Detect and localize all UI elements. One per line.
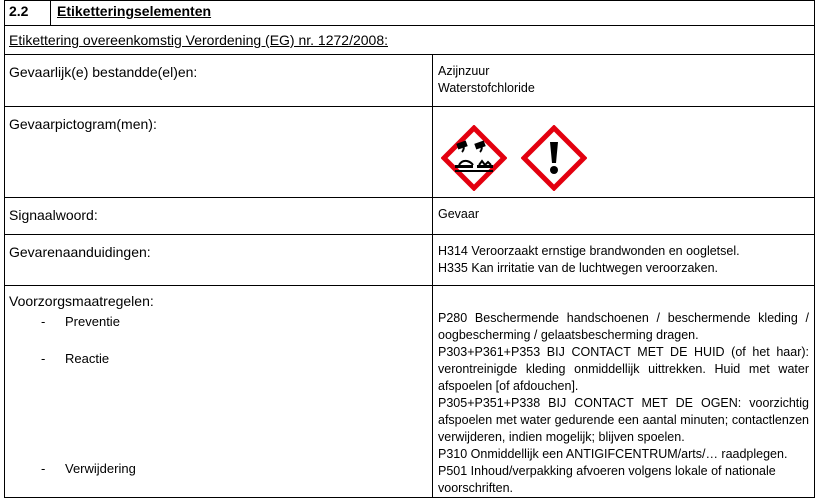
precautions-labels xyxy=(5,286,433,498)
precautions-label: Voorzorgsmaatregelen: xyxy=(9,293,154,309)
reaction-statement: P305+P351+P338 BIJ CONTACT MET DE OGEN: voorzichtig afspoelen met water gedurende een aantal minuten; contactlenzen verwijderen, indien mogelijk; blijven spoelen. xyxy=(438,396,809,444)
prevention-statement: P280 Beschermende handschoenen / beschermende kleding / oogbescherming / gelaatsbescherming dragen. xyxy=(438,311,809,342)
prevention-row xyxy=(5,313,432,330)
dash: - xyxy=(41,314,46,329)
labelling-table xyxy=(4,0,815,498)
regulation-row xyxy=(5,26,815,55)
pictograms-label: Gevaarpictogram(men): xyxy=(5,107,433,198)
hazards-label: Gevarenaanduidingen: xyxy=(5,235,433,286)
regulation-text: Etikettering overeenkomstig Verordening (EG) nr. 1272/2008: xyxy=(9,32,388,48)
reaction-label: Reactie xyxy=(65,351,110,366)
disposal-row xyxy=(5,460,432,477)
ingredients-label: Gevaarlijk(e) bestandde(el)en: xyxy=(5,55,433,107)
section-number: 2.2 xyxy=(5,1,51,26)
ingredient-item: Azijnzuur xyxy=(438,64,490,78)
ingredient-item: Waterstofchloride xyxy=(438,81,535,95)
ingredients-value xyxy=(433,55,815,107)
reaction-row xyxy=(5,350,432,367)
precautions-value xyxy=(433,286,815,498)
hazard-statement: H314 Veroorzaakt ernstige brandwonden en oogletsel. xyxy=(438,244,740,258)
exclamation-mark-pictogram-icon xyxy=(521,125,587,191)
pictograms-value xyxy=(433,107,815,198)
signal-word-label: Signaalwoord: xyxy=(5,198,433,235)
disposal-statement: P501 Inhoud/verpakking afvoeren volgens lokale of nationale voorschriften. xyxy=(438,464,776,495)
reaction-statement: P303+P361+P353 BIJ CONTACT MET DE HUID (of het haar): verontreinigde kleding onmiddellijk uittrekken. Huid met water afspoelen [of afdouchen]. xyxy=(438,345,809,393)
disposal-label: Verwijdering xyxy=(65,461,136,476)
hazards-value xyxy=(433,235,815,286)
dash: - xyxy=(41,351,46,366)
hazard-statement: H335 Kan irritatie van de luchtwegen veroorzaken. xyxy=(438,261,719,275)
prevention-label: Preventie xyxy=(65,314,120,329)
signal-word-value: Gevaar xyxy=(433,198,815,235)
corrosive-pictogram-icon xyxy=(441,125,507,191)
reaction-statement: P310 Onmiddellijk een ANTIGIFCENTRUM/arts/… raadplegen. xyxy=(438,447,788,461)
dash: - xyxy=(41,461,46,476)
section-title: Etiketteringselementen xyxy=(51,1,815,26)
